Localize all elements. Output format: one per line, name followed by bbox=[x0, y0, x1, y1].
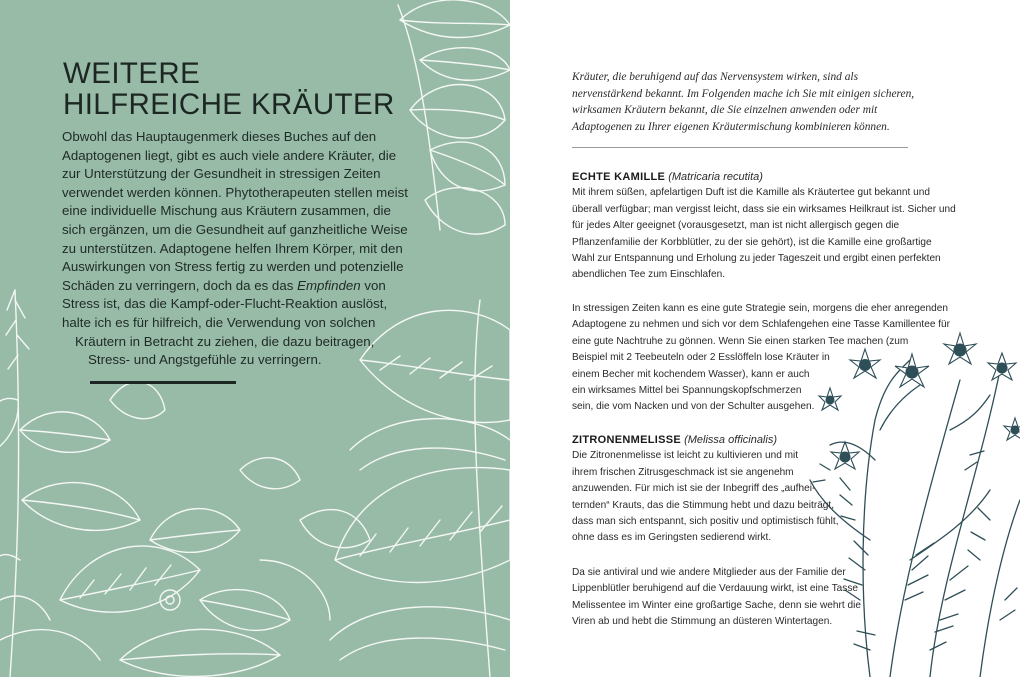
body-line: ein wirksames Mittel bei Spannungskopfschmerzen bbox=[572, 385, 802, 397]
kamille-paragraph-2 bbox=[572, 301, 952, 416]
body-line: anzuwenden. Für mich ist sie der Inbegriff des „aufhei- bbox=[572, 483, 816, 495]
body-line: sein, die vom Nacken und von der Schulter ausgehen. bbox=[572, 401, 815, 413]
body-line: Adaptogene zu nehmen und sich vor dem Schlafengehen eine Tasse Kamillentee für bbox=[572, 319, 951, 331]
heading-line-2: HILFREICHE KRÄUTER bbox=[63, 88, 395, 121]
body-line: Mit ihrem süßen, apfelartigen Duft ist die Kamille als Kräutertee gut bekannt und bbox=[572, 187, 930, 199]
intro-line: Kräutern in Betracht zu ziehen, die dazu beitragen, bbox=[75, 333, 375, 349]
body-line: In stressigen Zeiten kann es eine gute Strategie sein, morgens die eher anregenden bbox=[572, 303, 948, 314]
body-line: für jedes Alter geeignet (vorausgesetzt, man ist nicht allergisch gegen die bbox=[572, 220, 900, 232]
lead-line: Kräuter, die beruhigend auf das Nervensystem wirken, sind als bbox=[572, 71, 859, 83]
lead-paragraph bbox=[572, 69, 952, 135]
right-page bbox=[510, 0, 1020, 677]
section-divider bbox=[572, 147, 908, 148]
body-line: ohne dass es im Geringsten sedierend wirkt. bbox=[572, 532, 772, 544]
intro-line: sich ergänzen, um die Gesundheit auf ganzheitliche Weise bbox=[62, 221, 408, 237]
lead-line: Adaptogenen zu Ihrer eigenen Kräutermischung kombinieren können. bbox=[572, 120, 890, 133]
lead-line: nervenstärkend bekannt. Im Folgenden mache ich Sie mit einigen sicheren, bbox=[572, 87, 915, 100]
melisse-paragraph-1 bbox=[572, 448, 952, 546]
latin-name: (Matricaria recutita) bbox=[668, 171, 763, 183]
kamille-paragraph-1 bbox=[572, 185, 956, 283]
section-title-kamille bbox=[572, 169, 952, 185]
body-line: Lippenblütler beruhigend auf die Verdauung wirkt, ist eine Tasse bbox=[572, 583, 858, 595]
lead-line: wirksamen Kräutern bekannt, die Sie einzelnen anwenden oder mit bbox=[572, 104, 878, 117]
body-line: Viren ab und hebt die Stimmung an düsteren Wintertagen. bbox=[572, 616, 833, 628]
intro-line: zur Unterstützung der Gesundheit in stressigen Zeiten bbox=[62, 166, 381, 182]
section-title: ECHTE KAMILLE bbox=[572, 171, 666, 183]
body-line: abendlichen Tee zum Einschlafen. bbox=[572, 269, 726, 281]
body-line: ternden“ Krauts, das die Stimmung hebt und dazu beiträgt, bbox=[572, 499, 835, 511]
body-line: eine gute Nachtruhe zu gönnen. Wenn Sie einen starken Tee machen (zum bbox=[572, 335, 909, 347]
body-line: ihrem frischen Zitrusgeschmack ist sie angenehm bbox=[572, 466, 794, 478]
body-line: dass man sich entspannt, sich positiv und optimistisch fühlt, bbox=[572, 516, 839, 528]
intro-line: verwendet werden können. Phytotherapeuten stellen meist bbox=[62, 184, 408, 200]
intro-line: Auswirkungen von Stress fertig zu werden und potenzielle bbox=[62, 259, 404, 275]
body-line: Da sie antiviral und wie andere Mitglieder aus der Familie der bbox=[572, 567, 846, 578]
emphasis-empfinden: Empfinden bbox=[297, 277, 361, 293]
intro-line: Obwohl das Hauptaugenmerk dieses Buches auf den bbox=[62, 129, 377, 144]
intro-paragraph bbox=[62, 128, 408, 370]
page-heading bbox=[63, 58, 395, 120]
body-line: Die Zitronenmelisse ist leicht zu kultivieren und mit bbox=[572, 450, 799, 462]
intro-line: Stress- und Angstgefühle zu verringern. bbox=[88, 352, 322, 368]
latin-name: (Melissa officinalis) bbox=[684, 434, 777, 446]
section-kamille bbox=[572, 169, 956, 284]
section-title: ZITRONENMELISSE bbox=[572, 434, 682, 446]
intro-line: eine individuelle Mischung aus Kräutern zusammen, die bbox=[62, 203, 391, 219]
intro-line: Adaptogenen liegt, gibt es auch viele andere Kräuter, die bbox=[62, 147, 397, 163]
melisse-paragraph-2 bbox=[572, 565, 952, 631]
body-line: Melissentee im Winter eine großartige Sache, denn sie wehrt die bbox=[572, 599, 861, 611]
intro-text: Schäden zu verringern, doch da es das bbox=[62, 277, 294, 293]
heading-line-1: WEITERE bbox=[63, 57, 201, 90]
intro-line: Stress ist, das die Kampf-oder-Flucht-Reaktion auslöst, bbox=[62, 296, 388, 312]
intro-line-with-emphasis bbox=[62, 277, 402, 296]
body-line: Beispiel mit 2 Teebeuteln oder 2 Esslöffeln lose Kräuter in bbox=[572, 352, 830, 364]
decorative-divider bbox=[90, 381, 236, 384]
section-title-melisse bbox=[572, 432, 952, 448]
intro-line: halte ich es für hilfreich, die Verwendung von solchen bbox=[62, 314, 376, 330]
body-line: Wahl zur Entspannung und Erholung zu jeder Tageszeit und ergibt einen perfekten bbox=[572, 253, 941, 265]
intro-text: von bbox=[364, 277, 386, 293]
body-line: einem Becher mit kochendem Wasser), kann er auch bbox=[572, 368, 810, 380]
section-melisse bbox=[572, 432, 952, 547]
body-line: überall verfügbar; man vergisst leicht, dass sie ein wirksames Heilkraut ist. Sicher und bbox=[572, 203, 956, 215]
intro-line: zu unterstützen. Adaptogene helfen Ihrem Körper, mit den bbox=[62, 240, 403, 256]
body-line: Pflanzenfamilie der Korbblütler, zu der sie gehört), ist die Kamille eine großartige bbox=[572, 236, 932, 248]
